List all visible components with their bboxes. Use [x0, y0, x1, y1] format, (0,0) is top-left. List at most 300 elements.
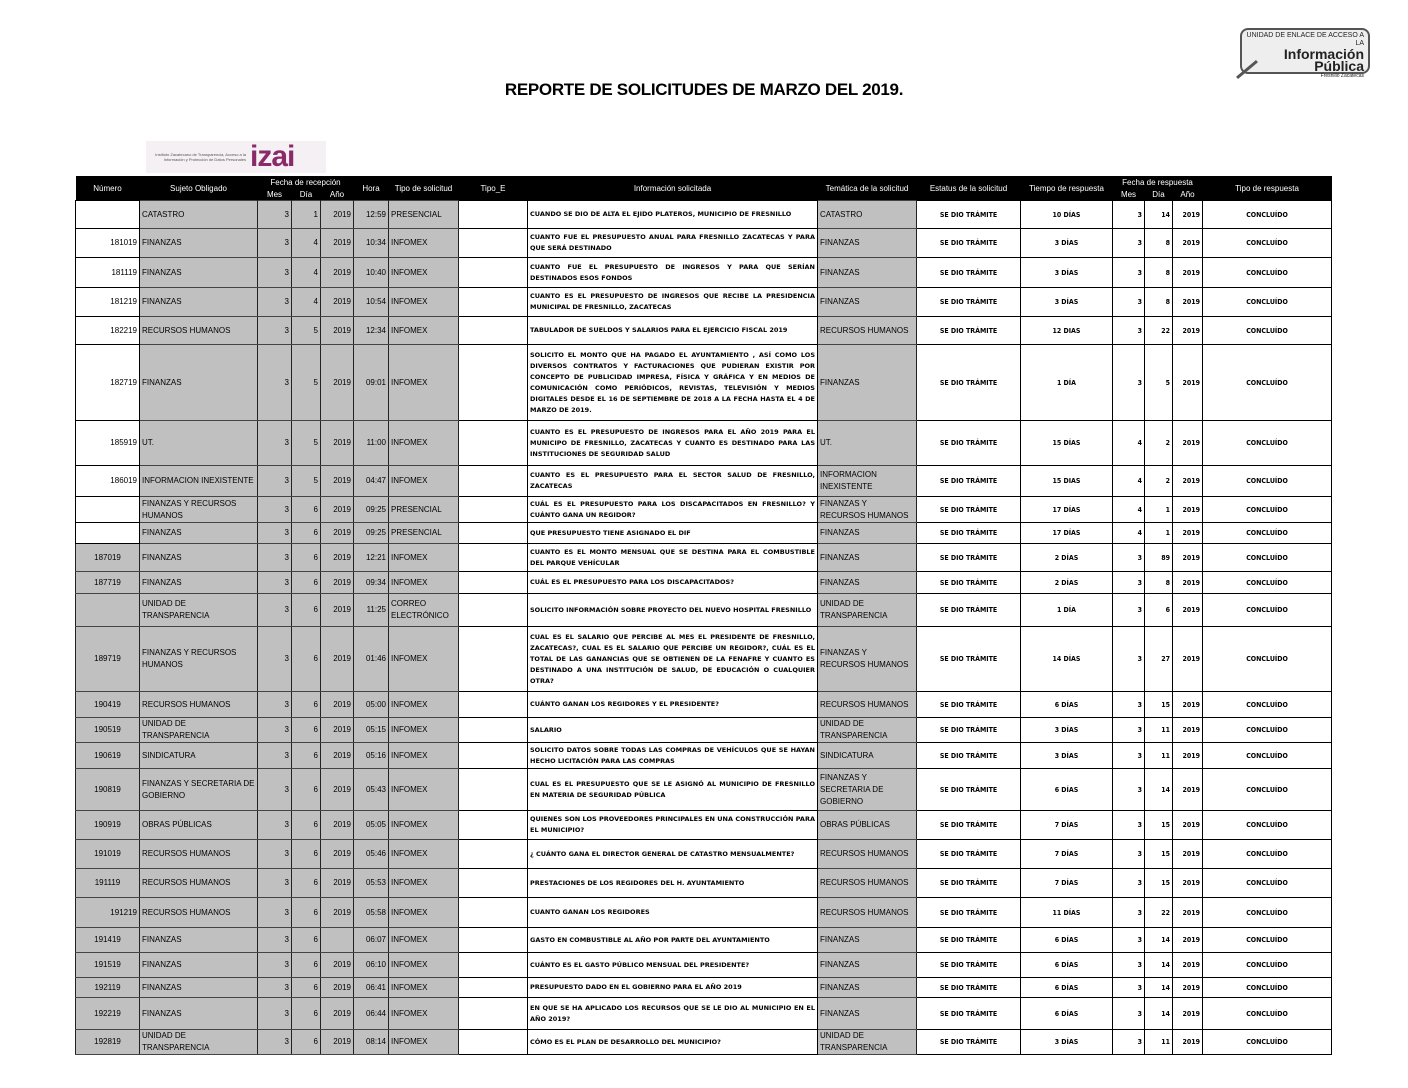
cell-resp-dia: 14 — [1145, 201, 1173, 229]
cell-informacion: SALARIO — [528, 718, 818, 743]
cell-resp-mes: 3 — [1113, 869, 1145, 898]
cell-numero — [76, 497, 140, 523]
cell-tipo-e — [459, 497, 528, 523]
cell-mes: 3 — [258, 840, 292, 869]
cell-resp-mes: 3 — [1113, 229, 1145, 258]
cell-resp-anio: 2019 — [1173, 692, 1203, 718]
cell-tipo-e — [459, 572, 528, 594]
cell-resp-mes: 4 — [1113, 523, 1145, 544]
cell-anio: 2019 — [321, 544, 354, 572]
table-row — [76, 692, 1332, 718]
cell-resp-dia: 15 — [1145, 811, 1173, 840]
col-tiempo: Tiempo de respuesta — [1021, 176, 1113, 201]
cell-informacion: CUANTO GANAN LOS REGIDORES — [528, 898, 818, 928]
cell-resp-mes: 3 — [1113, 317, 1145, 345]
cell-tipo-respuesta: CONCLUÍDO — [1203, 258, 1332, 288]
cell-resp-anio: 2019 — [1173, 978, 1203, 998]
cell-tipo-e — [459, 928, 528, 953]
cell-mes: 3 — [258, 718, 292, 743]
cell-sujeto: RECURSOS HUMANOS — [140, 869, 258, 898]
col-fecha-respuesta: Fecha de respuesta — [1113, 176, 1203, 188]
cell-tematica: FINANZAS — [818, 978, 917, 998]
cell-sujeto: INFORMACION INEXISTENTE — [140, 466, 258, 497]
cell-tipo-solicitud: INFOMEX — [389, 345, 459, 421]
cell-tiempo: 3 DÍAS — [1021, 743, 1113, 769]
cell-tipo-solicitud: INFOMEX — [389, 718, 459, 743]
cell-dia: 6 — [292, 627, 321, 692]
cell-tipo-respuesta: CONCLUÍDO — [1203, 288, 1332, 317]
cell-informacion: SOLICITO DATOS SOBRE TODAS LAS COMPRAS DE VEHÍCULOS QUE SE HAYAN HECHO LICITACIÓN PARA LAS COMPRAS — [528, 743, 818, 769]
cell-estatus: SE DIO TRÁMITE — [917, 594, 1021, 627]
cell-numero: 181119 — [76, 258, 140, 288]
cell-tipo-e — [459, 769, 528, 811]
cell-tiempo: 1 DÍA — [1021, 345, 1113, 421]
cell-tipo-respuesta: CONCLUÍDO — [1203, 998, 1332, 1030]
cell-resp-dia: 11 — [1145, 718, 1173, 743]
cell-hora: 04:47 — [354, 466, 389, 497]
cell-tipo-respuesta: CONCLUÍDO — [1203, 594, 1332, 627]
cell-anio: 2019 — [321, 497, 354, 523]
cell-hora: 05:43 — [354, 769, 389, 811]
cell-numero: 190619 — [76, 743, 140, 769]
cell-informacion: CUÁNTO ES EL GASTO PÚBLICO MENSUAL DEL PRESIDENTE? — [528, 953, 818, 978]
cell-tipo-e — [459, 317, 528, 345]
cell-numero: 181219 — [76, 288, 140, 317]
cell-sujeto: FINANZAS — [140, 978, 258, 998]
cell-tipo-e — [459, 421, 528, 466]
cell-estatus: SE DIO TRÁMITE — [917, 288, 1021, 317]
unidad-enlace-logo — [1240, 28, 1370, 79]
cell-estatus: SE DIO TRÁMITE — [917, 627, 1021, 692]
cell-informacion: PRESUPUESTO DADO EN EL GOBIERNO PARA EL AÑO 2019 — [528, 978, 818, 998]
cell-dia: 6 — [292, 998, 321, 1030]
cell-sujeto: RECURSOS HUMANOS — [140, 692, 258, 718]
cell-mes: 3 — [258, 572, 292, 594]
cell-tipo-solicitud: INFOMEX — [389, 229, 459, 258]
cell-anio: 2019 — [321, 718, 354, 743]
cell-resp-anio: 2019 — [1173, 998, 1203, 1030]
cell-resp-anio: 2019 — [1173, 288, 1203, 317]
cell-tipo-respuesta: CONCLUÍDO — [1203, 229, 1332, 258]
cell-tipo-e — [459, 201, 528, 229]
col-fecha-recepcion: Fecha de recepción — [258, 176, 354, 188]
cell-dia: 6 — [292, 769, 321, 811]
cell-hora: 12:21 — [354, 544, 389, 572]
cell-resp-mes: 4 — [1113, 421, 1145, 466]
cell-tipo-e — [459, 840, 528, 869]
col-sujeto: Sujeto Obligado — [140, 176, 258, 201]
cell-hora: 11:25 — [354, 594, 389, 627]
cell-dia: 6 — [292, 953, 321, 978]
cell-tipo-e — [459, 258, 528, 288]
cell-resp-dia: 2 — [1145, 466, 1173, 497]
cell-tipo-respuesta: CONCLUÍDO — [1203, 523, 1332, 544]
col-resp-dia: Día — [1145, 188, 1173, 201]
cell-tiempo: 3 DÍAS — [1021, 1030, 1113, 1055]
cell-tiempo: 6 DÍAS — [1021, 978, 1113, 998]
cell-tiempo: 14 DÍAS — [1021, 627, 1113, 692]
table-row — [76, 288, 1332, 317]
cell-dia: 6 — [292, 718, 321, 743]
cell-tipo-solicitud: INFOMEX — [389, 898, 459, 928]
cell-estatus: SE DIO TRÁMITE — [917, 953, 1021, 978]
cell-resp-dia: 6 — [1145, 594, 1173, 627]
cell-dia: 6 — [292, 928, 321, 953]
cell-resp-anio: 2019 — [1173, 718, 1203, 743]
col-anio: Año — [321, 188, 354, 201]
cell-sujeto: FINANZAS — [140, 928, 258, 953]
cell-tiempo: 17 DÍAS — [1021, 523, 1113, 544]
cell-tipo-e — [459, 229, 528, 258]
cell-sujeto: UT. — [140, 421, 258, 466]
cell-tipo-respuesta: CONCLUÍDO — [1203, 840, 1332, 869]
cell-tiempo: 11 DÍAS — [1021, 898, 1113, 928]
cell-informacion: CUÁL ES EL PRESUPUESTO PARA LOS DISCAPACITADOS EN FRESNILLO? Y CUÁNTO GANA UN REGIDOR? — [528, 497, 818, 523]
table-row — [76, 497, 1332, 523]
cell-resp-anio: 2019 — [1173, 869, 1203, 898]
cell-numero: 192219 — [76, 998, 140, 1030]
cell-tipo-solicitud: INFOMEX — [389, 692, 459, 718]
col-resp-mes: Mes — [1113, 188, 1145, 201]
cell-tipo-e — [459, 1030, 528, 1055]
cell-resp-mes: 3 — [1113, 743, 1145, 769]
cell-resp-dia: 22 — [1145, 898, 1173, 928]
cell-numero: 187719 — [76, 572, 140, 594]
cell-informacion: EN QUE SE HA APLICADO LOS RECURSOS QUE SE LE DIO AL MUNICIPIO EN EL AÑO 2019? — [528, 998, 818, 1030]
cell-hora: 10:34 — [354, 229, 389, 258]
cell-mes: 3 — [258, 953, 292, 978]
cell-dia: 6 — [292, 840, 321, 869]
cell-informacion: CÓMO ES EL PLAN DE DESARROLLO DEL MUNICIPIO? — [528, 1030, 818, 1055]
cell-estatus: SE DIO TRÁMITE — [917, 497, 1021, 523]
col-mes: Mes — [258, 188, 292, 201]
cell-mes: 3 — [258, 898, 292, 928]
cell-tipo-e — [459, 627, 528, 692]
cell-numero — [76, 594, 140, 627]
col-estatus: Estatus de la solicitud — [917, 176, 1021, 201]
cell-dia: 6 — [292, 978, 321, 998]
cell-resp-dia: 89 — [1145, 544, 1173, 572]
cell-estatus: SE DIO TRÁMITE — [917, 201, 1021, 229]
cell-informacion: GASTO EN COMBUSTIBLE AL AÑO POR PARTE DEL AYUNTAMIENTO — [528, 928, 818, 953]
cell-mes: 3 — [258, 544, 292, 572]
cell-mes: 3 — [258, 1030, 292, 1055]
cell-hora: 09:01 — [354, 345, 389, 421]
cell-estatus: SE DIO TRÁMITE — [917, 421, 1021, 466]
cell-tematica: UNIDAD DE TRANSPARENCIA — [818, 718, 917, 743]
cell-tipo-respuesta: CONCLUÍDO — [1203, 978, 1332, 998]
cell-informacion: CUÁNTO GANAN LOS REGIDORES Y EL PRESIDENTE? — [528, 692, 818, 718]
cell-tipo-e — [459, 345, 528, 421]
cell-mes: 3 — [258, 998, 292, 1030]
cell-informacion: CUANTO ES EL PRESUPUESTO PARA EL SECTOR SALUD DE FRESNILLO, ZACATECAS — [528, 466, 818, 497]
cell-estatus: SE DIO TRÁMITE — [917, 317, 1021, 345]
cell-sujeto: FINANZAS — [140, 258, 258, 288]
cell-tiempo: 3 DÍAS — [1021, 229, 1113, 258]
cell-tipo-respuesta: CONCLUÍDO — [1203, 692, 1332, 718]
cell-tipo-e — [459, 523, 528, 544]
cell-resp-anio: 2019 — [1173, 345, 1203, 421]
cell-mes: 3 — [258, 869, 292, 898]
cell-tipo-solicitud: PRESENCIAL — [389, 201, 459, 229]
cell-tematica: FINANZAS — [818, 998, 917, 1030]
cell-resp-dia: 8 — [1145, 572, 1173, 594]
table-row — [76, 466, 1332, 497]
cell-dia: 5 — [292, 345, 321, 421]
cell-resp-anio: 2019 — [1173, 1030, 1203, 1055]
cell-tiempo: 3 DÍAS — [1021, 288, 1113, 317]
cell-resp-dia: 22 — [1145, 317, 1173, 345]
cell-resp-dia: 11 — [1145, 1030, 1173, 1055]
cell-tipo-respuesta: CONCLUÍDO — [1203, 811, 1332, 840]
cell-resp-dia: 15 — [1145, 692, 1173, 718]
cell-numero: 186019 — [76, 466, 140, 497]
cell-tematica: INFORMACION INEXISTENTE — [818, 466, 917, 497]
cell-resp-mes: 3 — [1113, 1030, 1145, 1055]
col-tematica: Temática de la solicitud — [818, 176, 917, 201]
logo-text: izai — [250, 140, 295, 173]
col-resp-anio: Año — [1173, 188, 1203, 201]
cell-tipo-solicitud: INFOMEX — [389, 840, 459, 869]
page-title: REPORTE DE SOLICITUDES DE MARZO DEL 2019. — [504, 80, 904, 99]
cell-sujeto: FINANZAS — [140, 998, 258, 1030]
cell-hora: 05:05 — [354, 811, 389, 840]
cell-anio: 2019 — [321, 998, 354, 1030]
cell-tipo-solicitud: PRESENCIAL — [389, 523, 459, 544]
cell-tipo-respuesta: CONCLUÍDO — [1203, 869, 1332, 898]
cell-mes: 3 — [258, 811, 292, 840]
cell-sujeto: RECURSOS HUMANOS — [140, 898, 258, 928]
cell-resp-anio: 2019 — [1173, 811, 1203, 840]
cell-anio: 2019 — [321, 769, 354, 811]
cell-anio: 2019 — [321, 229, 354, 258]
cell-numero: 182719 — [76, 345, 140, 421]
cell-tipo-solicitud: INFOMEX — [389, 317, 459, 345]
cell-mes: 3 — [258, 466, 292, 497]
cell-tematica: FINANZAS — [818, 345, 917, 421]
cell-hora: 08:14 — [354, 1030, 389, 1055]
logo-text: Fresnillo Zacatecas — [1320, 73, 1364, 79]
cell-estatus: SE DIO TRÁMITE — [917, 544, 1021, 572]
cell-mes: 3 — [258, 627, 292, 692]
cell-resp-dia: 1 — [1145, 523, 1173, 544]
cell-resp-anio: 2019 — [1173, 928, 1203, 953]
logo-text: UNIDAD DE ENLACE DE ACCESO A LA — [1246, 32, 1364, 47]
cell-numero: 189719 — [76, 627, 140, 692]
cell-estatus: SE DIO TRÁMITE — [917, 840, 1021, 869]
cell-sujeto: FINANZAS — [140, 953, 258, 978]
cell-resp-mes: 3 — [1113, 928, 1145, 953]
cell-informacion: CUANTO ES EL PRESUPUESTO DE INGRESOS PARA EL AÑO 2019 PARA EL MUNICIPO DE FRESNILLO, ZACATECAS Y CUANTO ES DESTINADO PARA LAS INSTITUCIONES DE SEGURIDAD SALUD — [528, 421, 818, 466]
cell-resp-dia: 14 — [1145, 928, 1173, 953]
cell-resp-mes: 3 — [1113, 627, 1145, 692]
cell-estatus: SE DIO TRÁMITE — [917, 811, 1021, 840]
cell-estatus: SE DIO TRÁMITE — [917, 998, 1021, 1030]
cell-anio: 2019 — [321, 523, 354, 544]
table-row — [76, 421, 1332, 466]
cell-estatus: SE DIO TRÁMITE — [917, 869, 1021, 898]
cell-mes: 3 — [258, 692, 292, 718]
cell-tipo-solicitud: INFOMEX — [389, 998, 459, 1030]
cell-tipo-e — [459, 811, 528, 840]
table-row — [76, 229, 1332, 258]
cell-hora: 05:15 — [354, 718, 389, 743]
cell-tematica: FINANZAS — [818, 928, 917, 953]
cell-tiempo: 1 DÍA — [1021, 594, 1113, 627]
table-header — [76, 176, 1332, 201]
cell-resp-anio: 2019 — [1173, 743, 1203, 769]
cell-resp-dia: 15 — [1145, 840, 1173, 869]
cell-dia: 6 — [292, 692, 321, 718]
cell-numero: 191519 — [76, 953, 140, 978]
cell-sujeto: FINANZAS — [140, 572, 258, 594]
cell-estatus: SE DIO TRÁMITE — [917, 523, 1021, 544]
cell-resp-anio: 2019 — [1173, 258, 1203, 288]
cell-resp-mes: 3 — [1113, 811, 1145, 840]
cell-numero: 190819 — [76, 769, 140, 811]
cell-informacion: CUAL ES EL SALARIO QUE PERCIBE AL MES EL PRESIDENTE DE FRESNILLO, ZACATECAS?, CUAL ES EL SALARIO QUE PERCIBE UN REGIDOR?, CUÁL ES EL TOTAL DE LAS GANANCIAS QUE SE OBTIENEN DE LA FENAFRE Y CUANTO ES DESTINADO A UNA INSTITUCIÓN DE SALUD, DE EDUCACIÓN O CUALQUIER OTRA? — [528, 627, 818, 692]
cell-informacion: CUANTO FUE EL PRESUPUESTO ANUAL PARA FRESNILLO ZACATECAS Y PARA QUE SERÁ DESTINADO — [528, 229, 818, 258]
cell-tematica: RECURSOS HUMANOS — [818, 840, 917, 869]
logo-text: Instituto Zacatecano de Transparencia, Acceso a la Información y Protección de Datos Personales — [155, 152, 246, 162]
cell-informacion: CUÁL ES EL PRESUPUESTO PARA LOS DISCAPACITADOS? — [528, 572, 818, 594]
cell-estatus: SE DIO TRÁMITE — [917, 466, 1021, 497]
cell-numero: 185919 — [76, 421, 140, 466]
cell-numero — [76, 523, 140, 544]
cell-dia: 6 — [292, 743, 321, 769]
cell-tipo-e — [459, 466, 528, 497]
table-row — [76, 743, 1332, 769]
cell-informacion: CUAL ES EL PRESUPUESTO QUE SE LE ASIGNÓ AL MUNICIPIO DE FRESNILLO EN MATERIA DE SEGURIDAD PÚBLICA — [528, 769, 818, 811]
cell-tematica: FINANZAS Y RECURSOS HUMANOS — [818, 497, 917, 523]
cell-tipo-e — [459, 953, 528, 978]
cell-resp-dia: 15 — [1145, 869, 1173, 898]
cell-anio: 2019 — [321, 840, 354, 869]
cell-tematica: OBRAS PÚBLICAS — [818, 811, 917, 840]
cell-mes: 3 — [258, 201, 292, 229]
cell-numero: 191419 — [76, 928, 140, 953]
cell-tipo-respuesta: CONCLUÍDO — [1203, 544, 1332, 572]
table-row — [76, 811, 1332, 840]
cell-estatus: SE DIO TRÁMITE — [917, 769, 1021, 811]
cell-mes: 3 — [258, 258, 292, 288]
cell-sujeto: FINANZAS — [140, 345, 258, 421]
cell-hora: 10:40 — [354, 258, 389, 288]
cell-hora: 05:00 — [354, 692, 389, 718]
cell-tematica: FINANZAS — [818, 544, 917, 572]
cell-numero: 191119 — [76, 869, 140, 898]
cell-tipo-e — [459, 692, 528, 718]
cell-tematica: UNIDAD DE TRANSPARENCIA — [818, 1030, 917, 1055]
cell-resp-mes: 3 — [1113, 692, 1145, 718]
cell-sujeto: RECURSOS HUMANOS — [140, 317, 258, 345]
table-row — [76, 317, 1332, 345]
cell-tipo-e — [459, 978, 528, 998]
col-numero: Número — [76, 176, 140, 201]
cell-resp-anio: 2019 — [1173, 497, 1203, 523]
cell-sujeto: UNIDAD DE TRANSPARENCIA — [140, 718, 258, 743]
cell-tematica: FINANZAS Y RECURSOS HUMANOS — [818, 627, 917, 692]
table-row — [76, 978, 1332, 998]
cell-tipo-e — [459, 998, 528, 1030]
cell-anio: 2019 — [321, 421, 354, 466]
cell-resp-dia: 14 — [1145, 998, 1173, 1030]
cell-resp-anio: 2019 — [1173, 627, 1203, 692]
cell-tiempo: 17 DÍAS — [1021, 497, 1113, 523]
cell-estatus: SE DIO TRÁMITE — [917, 898, 1021, 928]
cell-informacion: SOLICITO EL MONTO QUE HA PAGADO EL AYUNTAMIENTO , ASÍ COMO LOS DIVERSOS CONTRATOS Y FACTURACIONES QUE PUDIERAN EXISTIR POR CONCEPTO DE PUBLICIDAD IMPRESA, FÍSICA Y GRÁFICA Y EN MEDIOS DE COMUNICACIÓN COMO PERIÓDICOS, REVISTAS, TELEVISIÓN Y MEDIOS DIGITALES DESDE EL 16 DE SEPTIEMBRE DE 2018 A LA FECHA HASTA EL 4 DE MARZO DE 2019. — [528, 345, 818, 421]
cell-resp-anio: 2019 — [1173, 466, 1203, 497]
cell-tematica: RECURSOS HUMANOS — [818, 898, 917, 928]
cell-tipo-respuesta: CONCLUÍDO — [1203, 572, 1332, 594]
cell-dia: 6 — [292, 811, 321, 840]
cell-informacion: CUANDO SE DIO DE ALTA EL EJIDO PLATEROS, MUNICIPIO DE FRESNILLO — [528, 201, 818, 229]
cell-anio: 2019 — [321, 953, 354, 978]
cell-tematica: RECURSOS HUMANOS — [818, 692, 917, 718]
cell-resp-anio: 2019 — [1173, 544, 1203, 572]
cell-tipo-solicitud: INFOMEX — [389, 288, 459, 317]
cell-dia: 5 — [292, 317, 321, 345]
cell-estatus: SE DIO TRÁMITE — [917, 692, 1021, 718]
cell-sujeto: FINANZAS — [140, 544, 258, 572]
cell-hora: 09:25 — [354, 497, 389, 523]
cell-sujeto: OBRAS PÚBLICAS — [140, 811, 258, 840]
cell-resp-anio: 2019 — [1173, 594, 1203, 627]
cell-resp-mes: 4 — [1113, 466, 1145, 497]
cell-mes: 3 — [258, 497, 292, 523]
cell-tematica: FINANZAS — [818, 229, 917, 258]
cell-hora: 05:16 — [354, 743, 389, 769]
table-row — [76, 718, 1332, 743]
cell-tipo-respuesta: CONCLUÍDO — [1203, 201, 1332, 229]
cell-tematica: CATASTRO — [818, 201, 917, 229]
cell-tiempo: 6 DÍAS — [1021, 928, 1113, 953]
cell-sujeto: RECURSOS HUMANOS — [140, 840, 258, 869]
cell-tipo-respuesta: CONCLUÍDO — [1203, 627, 1332, 692]
cell-sujeto: FINANZAS Y RECURSOS HUMANOS — [140, 497, 258, 523]
cell-tipo-e — [459, 594, 528, 627]
cell-numero: 187019 — [76, 544, 140, 572]
cell-estatus: SE DIO TRÁMITE — [917, 978, 1021, 998]
cell-mes: 3 — [258, 594, 292, 627]
table-row — [76, 840, 1332, 869]
cell-resp-dia: 27 — [1145, 627, 1173, 692]
cell-hora: 12:34 — [354, 317, 389, 345]
cell-anio: 2019 — [321, 594, 354, 627]
cell-informacion: QUE PRESUPUESTO TIENE ASIGNADO EL DIF — [528, 523, 818, 544]
cell-tiempo: 7 DÍAS — [1021, 869, 1113, 898]
cell-anio: 2019 — [321, 466, 354, 497]
table-row — [76, 898, 1332, 928]
cell-numero: 181019 — [76, 229, 140, 258]
cell-resp-anio: 2019 — [1173, 317, 1203, 345]
cell-dia: 6 — [292, 1030, 321, 1055]
cell-hora: 10:54 — [354, 288, 389, 317]
cell-resp-dia: 5 — [1145, 345, 1173, 421]
cell-numero: 191219 — [76, 898, 140, 928]
cell-hora: 12:59 — [354, 201, 389, 229]
cell-tiempo: 2 DÍAS — [1021, 572, 1113, 594]
cell-tipo-solicitud: INFOMEX — [389, 572, 459, 594]
cell-anio: 2019 — [321, 627, 354, 692]
cell-informacion: PRESTACIONES DE LOS REGIDORES DEL H. AYUNTAMIENTO — [528, 869, 818, 898]
cell-sujeto: FINANZAS — [140, 523, 258, 544]
table-row — [76, 1030, 1332, 1055]
cell-resp-dia: 8 — [1145, 229, 1173, 258]
cell-resp-dia: 8 — [1145, 288, 1173, 317]
cell-numero: 182219 — [76, 317, 140, 345]
cell-resp-anio: 2019 — [1173, 898, 1203, 928]
